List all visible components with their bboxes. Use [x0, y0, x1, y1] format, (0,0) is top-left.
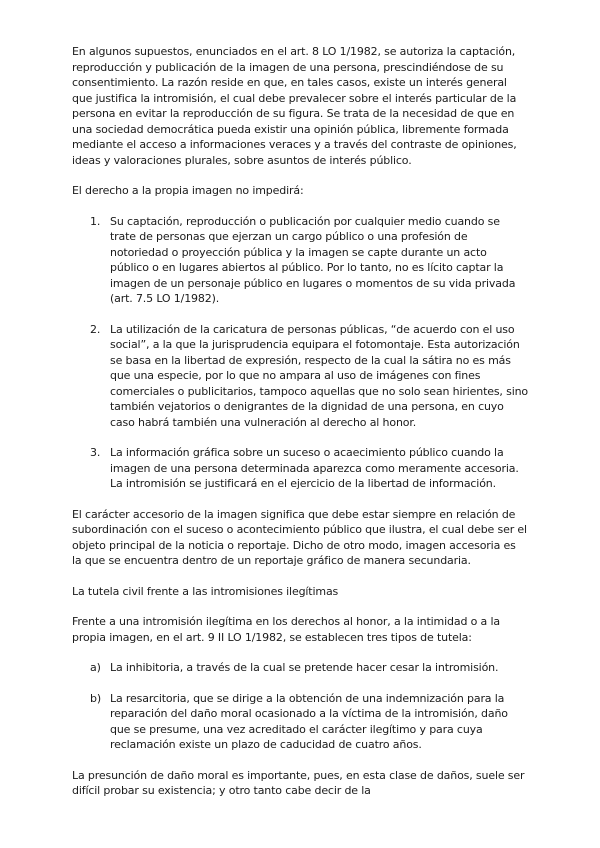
list-item: [72, 322, 528, 431]
list-item-text: La utilización de la caricatura de personas públicas, “de acuerdo con el uso social”, a la que la jurisprudencia equipara el fotomontaje. Esta autorización se basa en la libertad de expresión, respecto de la cual la sátira no es más que una especie, por lo que no ampara al uso de imágenes con fines comerciales o publicitarios, tampoco aquellas que no solo sean hirientes, sino también vejatorios o denigrantes de la dignidad de una persona, en cuyo caso habrá también una vulneración al derecho al honor.: [110, 322, 529, 429]
list-item: [72, 445, 528, 492]
accessory-paragraph: El carácter accesorio de la imagen significa que debe estar siempre en relación de subordinación con el suceso o acontecimiento público que ilustra, el cual debe ser el objeto principal de la noticia o reportaje. Dicho de otro modo, imagen accesoria es la que se encuentra dentro de un reportaje gráfico de manera secundaria.: [72, 507, 527, 567]
list-item-marker: a): [90, 661, 101, 674]
list-item: [72, 691, 528, 753]
intro-paragraph: En algunos supuestos, enunciados en el art. 8 LO 1/1982, se autoriza la captación, reproducción y publicación de la imagen de una persona, prescindiéndose de su consentimiento. La razón reside en que, en tales casos, existe un interés general que justifica la intromisión, el cual debe prevalecer sobre el interés particular de la persona en evitar la reproducción de su figura. Se trata de la necesidad de que en una sociedad democrática pueda existir una opinión pública, libremente formada mediante el acceso a informaciones veraces y a través del contraste de opiniones, ideas y valoraciones plurales, sobre asuntos de interés público.: [72, 45, 517, 167]
lettered-list: [72, 660, 528, 753]
list-item: [72, 214, 528, 307]
list-item-marker: 2.: [90, 322, 101, 336]
tutela-paragraph: Frente a una intromisión ilegítima en los derechos al honor, a la intimidad o a la propia imagen, en el art. 9 II LO 1/1982, se establecen tres tipos de tutela:: [72, 615, 500, 644]
closing-paragraph: La presunción de daño moral es importante, pues, en esta clase de daños, suele ser difícil probar su existencia; y otro tanto cabe decir de la: [72, 768, 525, 797]
list-item-text: La información gráfica sobre un suceso o acaecimiento público cuando la imagen de una persona determinada aparezca como meramente accesoria. La intromisión se justificará en el ejercicio de la libertad de información.: [110, 446, 519, 490]
list-item: [72, 660, 528, 676]
section-heading: La tutela civil frente a las intromisiones ilegítimas: [72, 584, 339, 598]
numbered-list: [72, 214, 528, 492]
list-item-marker: 3.: [90, 446, 101, 459]
list-item-text: Su captación, reproducción o publicación por cualquier medio cuando se trate de personas que ejerzan un cargo público o una profesión de notoriedad o proyección pública y la imagen se capte durante un acto público o en lugares abiertos al público. Por lo tanto, no es lícito captar la imagen de un personaje público en lugares o momentos de su vida privada (art. 7.5 LO 1/1982).: [110, 214, 516, 305]
list-item-marker: 1.: [90, 214, 101, 228]
list-item-text: La resarcitoria, que se dirige a la obtención de una indemnización para la reparación del daño moral ocasionado a la víctima de la intromisión, daño que se presume, una vez acreditado el carácter ilegítimo y para cuya reclamación existe un plazo de caducidad de cuatro años.: [110, 691, 508, 751]
list-item-marker: b): [90, 691, 101, 705]
list-intro: El derecho a la propia imagen no impedirá:: [72, 184, 304, 197]
list-item-text: La inhibitoria, a través de la cual se pretende hacer cesar la intromisión.: [110, 661, 499, 674]
